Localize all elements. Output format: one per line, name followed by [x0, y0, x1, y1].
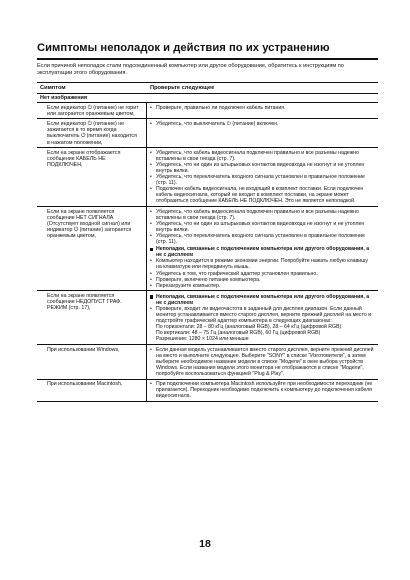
- check-item: • Убедитесь, что кабель видеосигнала подключен правильно и все разъемы надежно вставлены в свои гнезда (стр. 7).: [150, 209, 375, 221]
- table-row: [37, 103, 378, 119]
- check-item: • Подключен кабель видеосигнала, не входящий в комплект поставки. Если подключен кабель видеосигнала, который не входит в комплект поставки, на экране может отобразиться сообщение КАБЕЛЬ НЕ ПОДКЛЮЧЕН. Это не является неполадкой.: [150, 186, 375, 204]
- subsection-list: [150, 306, 375, 343]
- header-symptom: Симптом: [40, 85, 66, 91]
- title-divider: [37, 58, 378, 60]
- table-row: [37, 291, 378, 345]
- subsection: [150, 294, 375, 343]
- subsection-heading: Неполадки, связанные с подключением компьютера или другого оборудования, а не с дисплеем: [150, 294, 375, 306]
- table-row: [37, 148, 378, 207]
- header-check: Проверьте следующее: [150, 85, 215, 91]
- table-body: [37, 103, 378, 402]
- check-item: • Проверьте, входит ли видеочастота в заданный для дисплея диапазон. Если данный монитор устанавливается вместо старого дисплея, верните прежний дисплей на место и подстройте графический адаптер компьютера в следующих диапазонах: По горизонтали: 28 – 80 кГц (аналоговый RGB), 28 – 64 кГц (цифровой RGB) По вертикали: 48 – 75 Гц (аналоговый RGB), 60 Гц (цифровой RGB) Разрешение: 1280 × 1024 или меньше: [150, 306, 375, 343]
- symptom-cell: Если индикатор ⏻ (питание) не горит или загорается оранжевым цветом,: [37, 103, 147, 118]
- check-list: [150, 105, 375, 111]
- check-item: • При подключении компьютера Macintosh используйте при необходимости переходник (не прилагается). Переходник необходимо подключить к компьютеру до подключения кабеля видеосигнала.: [150, 381, 375, 399]
- check-item: • Если данная модель устанавливается вместо старого дисплея, верните прежний дисплей на место и выполните следующее. Выберите "SONY" в списке "Изготовители", а затем выберите необходимое название модели в списке "Модели" в окне выбора устройств Windows. Если названия модели этого монитора не отображаются в списке "Модели", попробуйте воспользоваться функцией "Plug & Play".: [150, 347, 375, 377]
- table-row: [37, 119, 378, 148]
- check-item: • Проверьте, включено питание компьютера.: [150, 277, 375, 283]
- table-row: [37, 207, 378, 291]
- table-header: [37, 82, 378, 94]
- check-item: • Перезагрузите компьютер.: [150, 283, 375, 289]
- table-row: [37, 345, 378, 379]
- check-item: • Убедитесь, что переключатель входного сигнала установлен в правильное положение (стр. 11).: [150, 233, 375, 245]
- check-item: • Убедитесь, что ни один из штырьковых контактов видеовхода не изогнут и не утоплен внутрь вилки.: [150, 162, 375, 174]
- check-item: • Компьютер находится в режиме экономии энергии. Попробуйте нажать любую клавишу на клавиатуре или передвинуть мышь.: [150, 258, 375, 270]
- check-list: [150, 347, 375, 377]
- check-cell: [147, 207, 378, 290]
- check-cell: [147, 291, 378, 344]
- intro-paragraph: Если причиной неполадок стали подсоединенный компьютер или другое оборудование, обратитесь к инструкциям по эксплуатации этого оборудования.: [37, 63, 344, 76]
- subsection-heading: Неполадки, связанные с подключением компьютера или другого оборудования, а не с дисплеем: [150, 246, 375, 258]
- symptom-cell: Если на экране отображается сообщение КАБЕЛЬ НЕ ПОДКЛЮЧЕН,: [37, 148, 147, 206]
- check-cell: [147, 380, 378, 401]
- check-cell: [147, 119, 378, 147]
- check-cell: [147, 345, 378, 378]
- check-item: • Убедитесь, что переключатель входного сигнала установлен в правильное положение (стр. 11).: [150, 174, 375, 186]
- check-item: • Проверьте, правильно ли подключен кабель питания.: [150, 105, 375, 111]
- subsection: [150, 246, 375, 289]
- check-list: [150, 150, 375, 205]
- check-item: • Убедитесь в том, что графический адаптер установлен правильно.: [150, 271, 375, 277]
- page-title: Симптомы неполадок и действия по их устранению: [37, 42, 330, 54]
- symptom-cell: Если на экране появляется сообщение НЕДОПУСТ ГРАФ. РЕЖИМ (стр. 17),: [37, 291, 147, 344]
- check-item: • Убедитесь, что ни один из штырьковых контактов видеовхода не изогнут и не утоплен внутрь вилки.: [150, 221, 375, 233]
- check-item: • Убедитесь, что кабель видеосигнала подключен правильно и все разъемы надежно вставлены в свои гнезда (стр. 7).: [150, 150, 375, 162]
- check-item: • Убедитесь, что выключатель ⏻ (питание) включен.: [150, 121, 375, 127]
- troubleshooting-table: [37, 82, 378, 402]
- subsection-list: [150, 258, 375, 288]
- table-row: [37, 380, 378, 402]
- page-number: 18: [199, 538, 211, 550]
- check-cell: [147, 103, 378, 118]
- check-list: [150, 121, 375, 127]
- symptom-cell: Если на экране появляется сообщение НЕТ СИГНАЛА (Отсутствует входной сигнал) или индикатор ⏻ (питание) загорается оранжевым цветом,: [37, 207, 147, 290]
- symptom-cell: При использовании Windows,: [37, 345, 147, 378]
- symptom-cell: Если индикатор ⏻ (питание) не зажигается в то время когда выключатель ⏻ (питание) находится в нажатом положении,: [37, 119, 147, 147]
- check-cell: [147, 148, 378, 206]
- symptom-cell: При использовании Macintosh,: [37, 380, 147, 401]
- check-list: [150, 381, 375, 399]
- check-list: [150, 209, 375, 246]
- group-heading: Нет изображения: [37, 94, 378, 103]
